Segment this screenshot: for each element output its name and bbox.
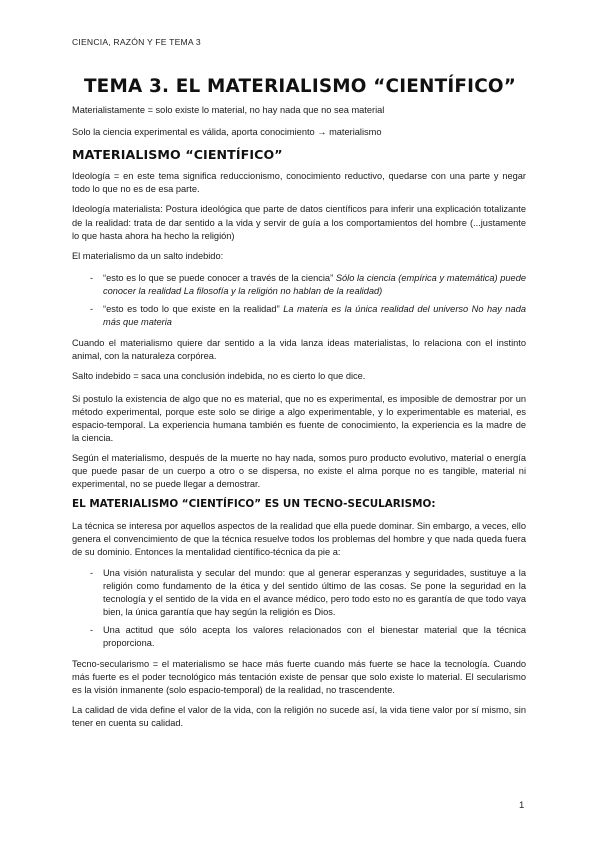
paragraph: La calidad de vida define el valor de la vida, con la religión no sucede así, la vida tiene valor por sí mismo, sin tener en cuenta su calidad. <box>72 705 526 729</box>
list-item-text: Una actitud que sólo acepta los valores relacionados con el bienestar material que la técnica proporciona. <box>103 624 526 648</box>
paragraph: Si postulo la existencia de algo que no es material, que no es experimental, es imposible de demostrar por un método experimental, porque este solo se dirige a algo experimentable, y lo experimentable es material, es espacio-temporal. La experiencia humana también es fuente de conocimiento, la experiencia es la madre de la ciencia. <box>72 393 526 443</box>
bullet-list <box>72 272 526 329</box>
page-title: TEMA 3. EL MATERIALISMO “CIENTÍFICO” <box>83 76 517 97</box>
bullet-dash: - <box>90 304 94 315</box>
bullet-dash: - <box>90 624 94 635</box>
bullet-dash: - <box>90 272 94 283</box>
running-header: CIENCIA, RAZÓN Y FE TEMA 3 <box>72 37 201 47</box>
quote-text: “esto es lo que se puede conocer a través de la ciencia” <box>103 272 334 283</box>
page-number: 1 <box>519 800 525 811</box>
paragraph: Ideología = en este tema significa reduccionismo, conocimiento reductivo, quedarse con una parte y negar todo lo que no es de esa parte. <box>72 171 526 195</box>
paragraph: Salto indebido = saca una conclusión indebida, no es cierto lo que dice. <box>72 371 366 382</box>
intro-paragraph: Solo la ciencia experimental es válida, aporta conocimiento → materialismo <box>72 127 382 138</box>
bullet-list <box>72 567 526 651</box>
list-item-text: Una visión naturalista y secular del mundo: que al generar esperanzas y seguridades, sustituye a la religión como fundamento de la ética y del sentido último de las cosas. Se pone la seguridad en la tecnología y el sentido de la vida en el avance médico, pero todo esto no es garantía de que todo vaya bien, la única garantía que hay según la religión es Dios. <box>103 567 526 617</box>
section-heading: EL MATERIALISMO “CIENTÍFICO” ES UN TECNO-SECULARISMO: <box>72 498 436 511</box>
paragraph: Ideología materialista: Postura ideológica que parte de datos científicos para inferir una explicación totalizante de la realidad: trata de dar sentido a la vida y servir de guía a los comportamientos del hombre (...justamente lo que hasta ahora ha hecho la religión) <box>72 204 526 241</box>
list-item <box>72 303 526 329</box>
paragraph: El materialismo da un salto indebido: <box>72 250 224 261</box>
bullet-dash: - <box>90 567 94 578</box>
section-heading: MATERIALISMO “CIENTÍFICO” <box>72 147 283 163</box>
paragraph: Cuando el materialismo quiere dar sentido a la vida lanza ideas materialistas, lo relaciona con el instinto animal, con la naturaleza corpórea. <box>72 338 526 362</box>
intro-paragraph: Materialistamente = solo existe lo material, no hay nada que no sea material <box>72 105 385 115</box>
list-item <box>72 272 526 298</box>
paragraph: La técnica se interesa por aquellos aspectos de la realidad que ella puede dominar. Sin embargo, a veces, ello genera el convencimiento de que la técnica resuelve todos los problemas del hombre y que nada queda fuera de su dominio. Entonces la mentalidad científico-técnica da pie a: <box>72 521 526 558</box>
paragraph: Según el materialismo, después de la muerte no hay nada, somos puro producto evolutivo, material o energía que puede pasar de un cuerpo a otro o se dispersa, no existe el alma porque no es tangible, material ni experimental, no se puede llegar a demostrar. <box>72 452 526 490</box>
document-body <box>72 104 526 738</box>
paragraph: Tecno-secularismo = el materialismo se hace más fuerte cuando más fuerte se hace la tecnología. Cuando más fuerte es el poder tecnológico más tentación existe de pensar que solo existe lo material. El secularismo es la visión inmanente (solo espacio-temporal) de la realidad, no trascendente. <box>72 659 526 696</box>
list-item <box>72 624 526 650</box>
italic-text: Sólo la ciencia (empírica y matemática) puede conocer la realidad La filosofía y la religión no hablan de la realidad) <box>103 272 526 296</box>
list-item <box>72 567 526 619</box>
quote-text: “esto es todo lo que existe en la realidad” <box>103 304 280 315</box>
italic-text: La materia es la única realidad del universo No hay nada más que materia <box>103 304 526 328</box>
